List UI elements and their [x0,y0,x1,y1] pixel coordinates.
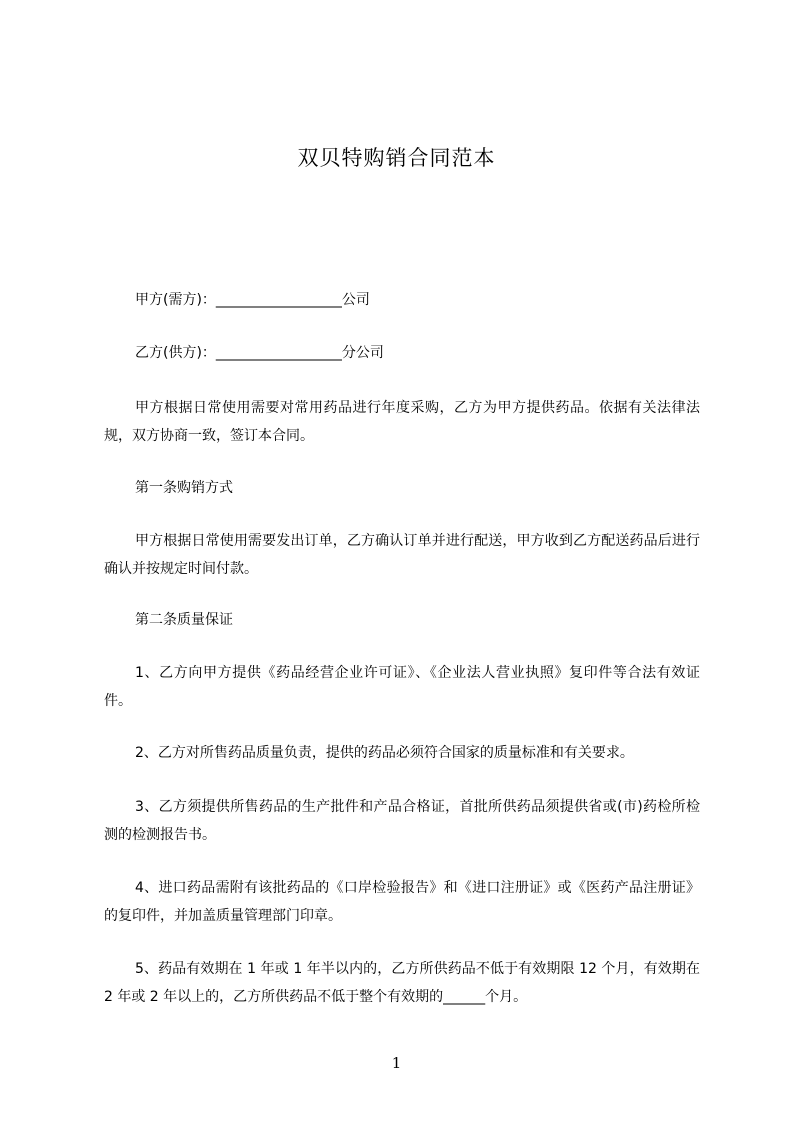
section2-heading: 第二条质量保证 [135,612,233,628]
party-b-line: 乙方(供方)：__________________分公司 [135,345,384,361]
clause-5: 5、药品有效期在 1 年或 1 年半以内的，乙方所供药品不低于有效期限 12 个月，有效期在 2 年或 2 年以上的，乙方所供药品不低于整个有效期的______个月。 [104,961,700,1005]
clause-2: 2、乙方对所售药品质量负责，提供的药品必须符合国家的质量标准和有关要求。 [135,745,634,761]
clause-4: 4、进口药品需附有该批药品的《口岸检验报告》和《进口注册证》或《医药产品注册证》的复印件，并加盖质量管理部门印章。 [104,880,700,924]
section1-body: 甲方根据日常使用需要发出订单，乙方确认订单并进行配送，甲方收到乙方配送药品后进行确认并按规定时间付款。 [104,533,700,577]
intro-paragraph: 甲方根据日常使用需要对常用药品进行年度采购，乙方为甲方提供药品。依据有关法律法规，双方协商一致，签订本合同。 [104,400,700,444]
page-number: 1 [391,1054,402,1072]
clause-1: 1、乙方向甲方提供《药品经营企业许可证》、《企业法人营业执照》复印件等合法有效证件。 [104,665,700,709]
document-title: 双贝特购销合同范本 [297,146,496,170]
party-a-line: 甲方(需方)：__________________公司 [135,292,370,308]
section1-heading: 第一条购销方式 [135,480,233,496]
clause-3: 3、乙方须提供所售药品的生产批件和产品合格证，首批所供药品须提供省或(市)药检所检测的检测报告书。 [104,799,700,843]
